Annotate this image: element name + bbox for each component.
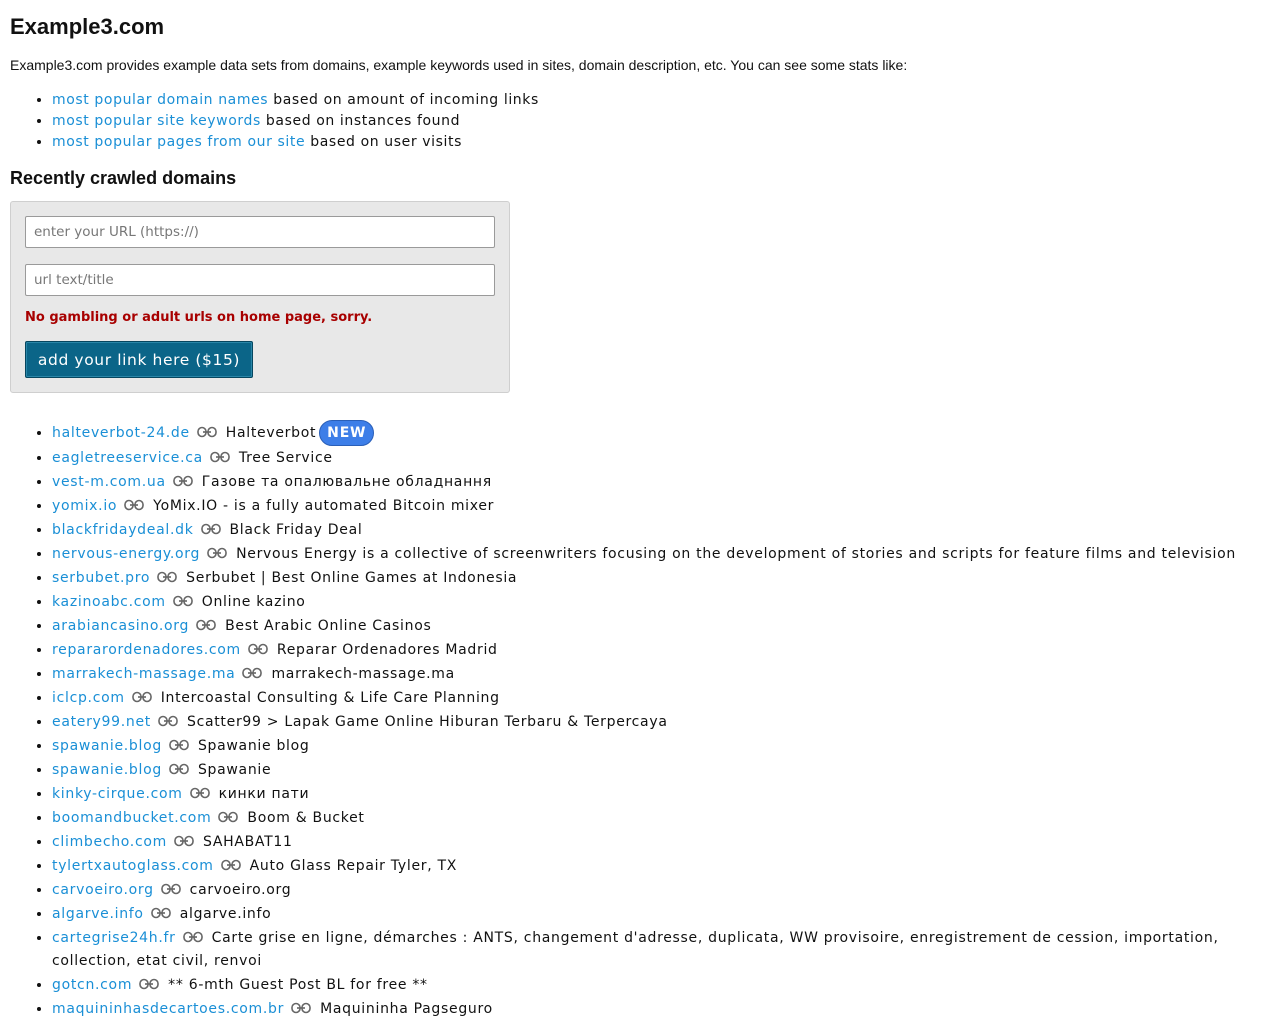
domain-list-item <box>52 831 1260 854</box>
section-heading: Recently crawled domains <box>10 168 237 188</box>
title-input[interactable] <box>25 264 495 296</box>
link-icon <box>132 688 152 700</box>
domain-list-item <box>52 903 1260 926</box>
stats-list <box>10 90 539 153</box>
domain-title: Nervous Energy is a collective of screenwriters focusing on the development of stories and scripts for feature films and television <box>236 546 1236 562</box>
domain-link[interactable]: iclcp.com <box>52 690 125 706</box>
link-icon <box>161 880 181 892</box>
domain-list-item <box>52 495 1260 518</box>
list-item-text: based on amount of incoming links <box>268 92 539 108</box>
domain-link[interactable]: spawanie.blog <box>52 738 162 754</box>
link-icon <box>139 975 159 987</box>
link-icon <box>183 928 203 940</box>
domain-list-item <box>52 711 1260 734</box>
list-item <box>52 132 539 153</box>
link-icon <box>196 616 216 628</box>
new-badge: NEW <box>319 420 374 446</box>
link-icon <box>169 760 189 772</box>
domain-list-item <box>52 567 1260 590</box>
domain-link[interactable]: yomix.io <box>52 498 118 514</box>
link-icon <box>221 856 241 868</box>
domain-link[interactable]: boomandbucket.com <box>52 810 212 826</box>
domain-list-item <box>52 759 1260 782</box>
domain-list-item <box>52 807 1260 830</box>
domain-title: Газове та опалювальне обладнання <box>201 474 492 490</box>
link-icon <box>242 664 262 676</box>
domain-list-item <box>52 519 1260 542</box>
domain-link[interactable]: carvoeiro.org <box>52 882 154 898</box>
domain-link[interactable]: kinky-cirque.com <box>52 786 183 802</box>
domain-list-item <box>52 974 1260 997</box>
link-icon <box>124 496 144 508</box>
domain-link[interactable]: serbubet.pro <box>52 570 151 586</box>
warning-text: No gambling or adult urls on home page, sorry. <box>25 310 373 325</box>
popular-keywords-link[interactable]: most popular site keywords <box>52 113 261 129</box>
domain-title: algarve.info <box>179 906 272 922</box>
domain-title: carvoeiro.org <box>189 882 292 898</box>
domain-list-item <box>52 998 1260 1021</box>
link-icon <box>218 808 238 820</box>
domain-list-item <box>52 591 1260 614</box>
link-icon <box>173 592 193 604</box>
domain-title: Halteverbot <box>225 425 317 441</box>
popular-domains-link[interactable]: most popular domain names <box>52 92 269 108</box>
domain-link[interactable]: halteverbot-24.de <box>52 425 190 441</box>
domain-title: Spawanie <box>197 762 272 778</box>
domain-link[interactable]: algarve.info <box>52 906 144 922</box>
link-icon <box>201 520 221 532</box>
domain-list-item <box>52 879 1260 902</box>
domain-title: ** 6-mth Guest Post BL for free ** <box>168 977 428 993</box>
link-icon <box>190 784 210 796</box>
crawled-domains-list <box>10 420 1260 1022</box>
list-item <box>52 90 539 111</box>
domain-title: Maquininha Pagseguro <box>320 1001 493 1017</box>
link-icon <box>157 568 177 580</box>
popular-pages-link[interactable]: most popular pages from our site <box>52 134 306 150</box>
domain-title: YoMix.IO - is a fully automated Bitcoin mixer <box>153 498 495 514</box>
page-title: Example3.com <box>10 14 165 39</box>
domain-link[interactable]: cartegrise24h.fr <box>52 930 176 946</box>
domain-list-item <box>52 735 1260 758</box>
domain-title: Intercoastal Consulting & Life Care Planning <box>160 690 500 706</box>
domain-title: Auto Glass Repair Tyler, TX <box>249 858 458 874</box>
domain-list-item <box>52 471 1260 494</box>
domain-list-item <box>52 447 1260 470</box>
list-item <box>52 111 539 132</box>
domain-list-item <box>52 927 1260 973</box>
domain-title: SAHABAT11 <box>202 834 293 850</box>
domain-title: Boom & Bucket <box>247 810 365 826</box>
link-icon <box>248 640 268 652</box>
domain-link[interactable]: eatery99.net <box>52 714 151 730</box>
domain-link[interactable]: maquininhasdecartoes.com.br <box>52 1001 285 1017</box>
list-item-text: based on instances found <box>260 113 461 129</box>
domain-link[interactable]: spawanie.blog <box>52 762 162 778</box>
domain-list-item <box>52 855 1260 878</box>
domain-link[interactable]: vest-m.com.ua <box>52 474 166 490</box>
domain-link[interactable]: arabiancasino.org <box>52 618 190 634</box>
link-icon <box>169 736 189 748</box>
domain-link[interactable]: eagletreeservice.ca <box>52 450 203 466</box>
domain-title: Carte grise en ligne, démarches : ANTS, changement d'adresse, duplicata, WW provisoire, enregistrement de cession, importation, collection, etat civil, renvoi <box>52 930 1219 969</box>
domain-list-item <box>52 783 1260 806</box>
domain-link[interactable]: marrakech-massage.ma <box>52 666 236 682</box>
domain-list-item <box>52 615 1260 638</box>
link-icon <box>207 544 227 556</box>
link-icon <box>158 712 178 724</box>
domain-title: Black Friday Deal <box>229 522 363 538</box>
domain-title: Online kazino <box>201 594 306 610</box>
domain-title: Serbubet | Best Online Games at Indonesia <box>186 570 518 586</box>
domain-list-item <box>52 663 1260 686</box>
list-item-text: based on user visits <box>305 134 462 150</box>
add-link-button[interactable]: add your link here ($15) <box>25 341 253 378</box>
domain-list-item <box>52 420 1260 446</box>
domain-link[interactable]: repararordenadores.com <box>52 642 241 658</box>
domain-link[interactable]: kazinoabc.com <box>52 594 166 610</box>
domain-title: Tree Service <box>238 450 333 466</box>
domain-list-item <box>52 639 1260 662</box>
domain-list-item <box>52 687 1260 710</box>
link-icon <box>151 904 171 916</box>
link-icon <box>291 999 311 1011</box>
domain-link[interactable]: tylertxautoglass.com <box>52 858 214 874</box>
domain-title: кинки пати <box>218 786 310 802</box>
domain-link[interactable]: climbecho.com <box>52 834 167 850</box>
domain-title: Spawanie blog <box>197 738 310 754</box>
domain-list-item <box>52 543 1260 566</box>
domain-title: Scatter99 > Lapak Game Online Hiburan Terbaru & Terpercaya <box>186 714 668 730</box>
add-link-form <box>10 201 510 393</box>
domain-title: Reparar Ordenadores Madrid <box>276 642 498 658</box>
link-icon <box>173 472 193 484</box>
link-icon <box>174 832 194 844</box>
domain-title: marrakech-massage.ma <box>271 666 455 682</box>
url-input[interactable] <box>25 216 495 248</box>
domain-title: Best Arabic Online Casinos <box>225 618 432 634</box>
intro-text: Example3.com provides example data sets from domains, example keywords used in sites, domain description, etc. You can see some stats like: <box>10 57 908 73</box>
link-icon <box>197 423 217 435</box>
link-icon <box>210 448 230 460</box>
domain-link[interactable]: gotcn.com <box>52 977 133 993</box>
domain-link[interactable]: nervous-energy.org <box>52 546 201 562</box>
domain-link[interactable]: blackfridaydeal.dk <box>52 522 194 538</box>
